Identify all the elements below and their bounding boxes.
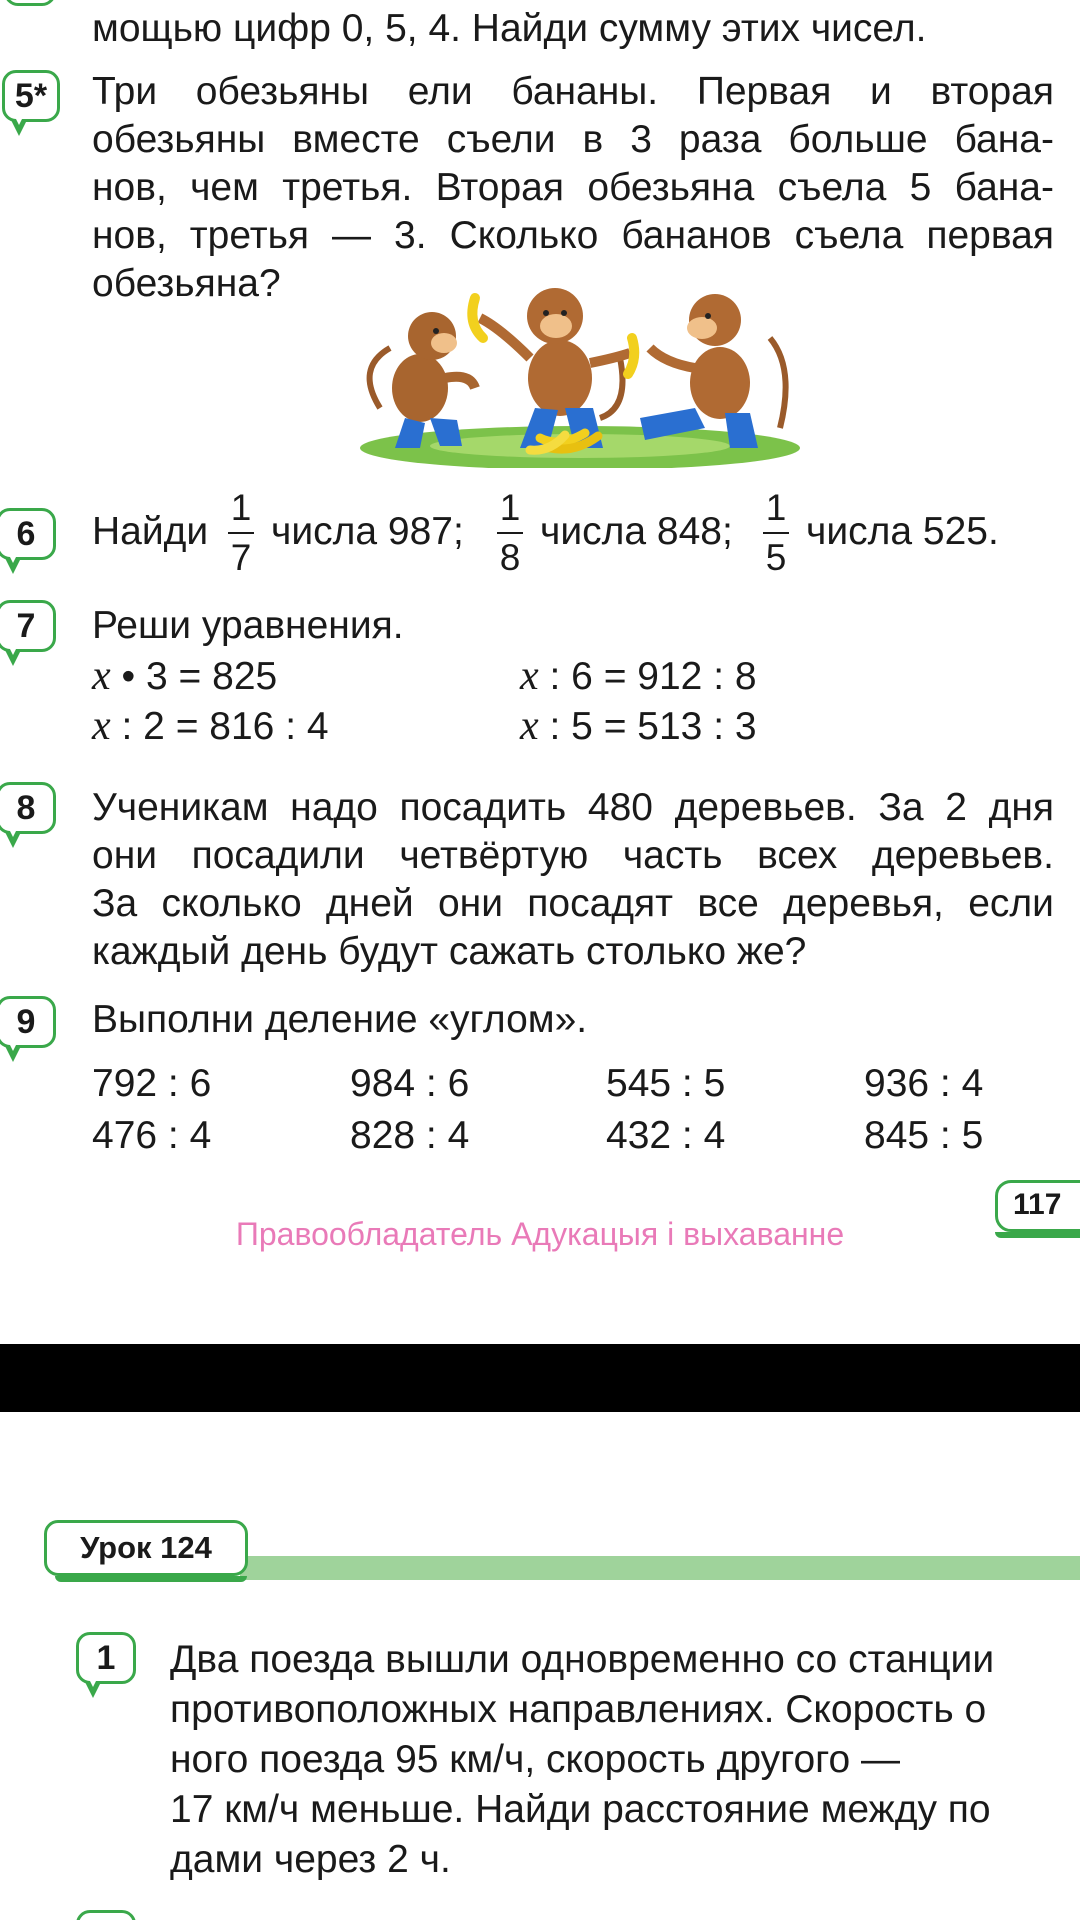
word: бананы.: [511, 70, 659, 113]
task-number: 5*: [14, 77, 48, 115]
word: 5: [909, 166, 932, 209]
division-example: 792 : 6: [92, 1062, 212, 1105]
word: и: [870, 70, 892, 113]
word: обезьяны: [195, 70, 370, 113]
monkey-right: [640, 294, 786, 448]
lesson-task-1-line: противоположных направлениях. Скорость о: [170, 1688, 987, 1731]
task-5-line: [92, 164, 1054, 212]
task-7-title: Реши уравнения.: [92, 604, 404, 647]
fraction-numerator: 1: [230, 487, 252, 528]
word: За: [92, 882, 138, 925]
fraction-1-8: [497, 488, 523, 578]
word: дней: [325, 882, 414, 925]
word: 480: [587, 786, 653, 829]
division-example: 432 : 4: [606, 1114, 726, 1157]
equation-1: [92, 652, 277, 701]
fraction-1-5: [763, 488, 789, 578]
variable-x: x: [92, 703, 111, 749]
task-number: 1: [96, 1639, 116, 1677]
word: —: [332, 214, 372, 257]
lesson-task-1-line: ного поезда 95 км/ч, скорость другого —: [170, 1738, 901, 1781]
word: больше: [788, 118, 928, 161]
fraction-bar: [763, 532, 789, 534]
task-6-badge: [0, 508, 56, 560]
page-gap-band: [0, 1344, 1080, 1412]
word: 2: [945, 786, 967, 829]
word: всех: [757, 834, 838, 877]
word: вторая: [930, 70, 1054, 113]
word: в: [582, 118, 604, 161]
task-5-last-line: обезьяна?: [92, 262, 281, 305]
equation-rest: • 3 = 825: [121, 655, 278, 698]
variable-x: x: [520, 703, 539, 749]
fraction-denominator: 8: [499, 537, 521, 578]
lesson-task-1-line: Два поезда вышли одновременно со станции: [170, 1638, 995, 1681]
division-example: 936 : 4: [864, 1062, 984, 1105]
task-8-last-line: каждый день будут сажать столько же?: [92, 930, 807, 973]
task-6-text-2: числа 848;: [540, 510, 733, 553]
task-8-line: [92, 784, 1054, 832]
task-8-badge: [0, 782, 56, 834]
task-6-text-3: числа 525.: [806, 510, 999, 553]
word: надо: [290, 786, 378, 829]
word: Вторая: [435, 166, 564, 209]
monkey-left: [370, 312, 475, 448]
word: третья.: [282, 166, 413, 209]
monkey-middle: [472, 288, 634, 448]
word: бананов: [621, 214, 772, 257]
task-7-badge: [0, 600, 56, 652]
word: обезьяны: [92, 118, 266, 161]
variable-x: x: [92, 653, 111, 699]
fraction-numerator: 1: [499, 487, 521, 528]
lesson-task-1-badge: [76, 1632, 136, 1684]
task-number: 7: [16, 607, 36, 645]
word: обезьяна: [587, 166, 755, 209]
equation-rest: : 6 = 912 : 8: [549, 655, 757, 698]
equation-2: [520, 652, 757, 701]
fraction-denominator: 7: [230, 537, 252, 578]
word: нов,: [92, 214, 167, 257]
word: посадить: [399, 786, 567, 829]
word: 3: [630, 118, 652, 161]
word: четвёртую: [399, 834, 589, 877]
word: нов,: [92, 166, 167, 209]
task-9-badge: [0, 996, 56, 1048]
word: бана-: [954, 118, 1054, 161]
word: Три: [92, 70, 158, 113]
word: ели: [407, 70, 473, 113]
page-number: 117: [995, 1180, 1080, 1232]
task-5-line: [92, 116, 1054, 164]
fraction-bar: [228, 532, 254, 534]
word: все: [697, 882, 759, 925]
equation-4: [520, 702, 757, 751]
task-5-line: [92, 68, 1054, 116]
word: часть: [622, 834, 723, 877]
word: съели: [446, 118, 556, 161]
word: первая: [926, 214, 1054, 257]
word: они: [92, 834, 158, 877]
lesson-task-1-last-line: дами через 2 ч.: [170, 1838, 451, 1881]
word: сколько: [161, 882, 302, 925]
task-8-line: [92, 880, 1054, 928]
word: они: [437, 882, 503, 925]
word: третья: [189, 214, 310, 257]
lesson-task-1-line: 17 км/ч меньше. Найди расстояние между по: [170, 1788, 991, 1831]
task-6-text-1: числа 987;: [271, 510, 464, 553]
task-number: 9: [16, 1003, 36, 1041]
division-example: 476 : 4: [92, 1114, 212, 1157]
word: съела: [777, 166, 887, 209]
fraction-denominator: 5: [765, 537, 787, 578]
word: Первая: [696, 70, 832, 113]
lesson-title: Урок 124: [44, 1520, 248, 1576]
monkeys-illustration: [350, 268, 810, 468]
word: 3.: [394, 214, 427, 257]
word: посадили: [191, 834, 365, 877]
task-5-badge: [2, 70, 60, 122]
word: если: [968, 882, 1054, 925]
word: За: [878, 786, 924, 829]
lesson-task-2-badge-cut: [76, 1910, 136, 1920]
variable-x: x: [520, 653, 539, 699]
fraction-numerator: 1: [765, 487, 787, 528]
word: посадят: [527, 882, 674, 925]
division-example: 845 : 5: [864, 1114, 984, 1157]
task-number: 8: [16, 789, 36, 827]
equation-rest: : 2 = 816 : 4: [121, 705, 329, 748]
task-8-line: [92, 832, 1054, 880]
task-4-badge-cut: [4, 0, 56, 6]
division-example: 545 : 5: [606, 1062, 726, 1105]
word: бана-: [954, 166, 1054, 209]
word: вместе: [292, 118, 420, 161]
word: деревьев.: [674, 786, 857, 829]
division-example: 984 : 6: [350, 1062, 470, 1105]
word: деревьев.: [871, 834, 1054, 877]
copyright-notice: Правообладатель Адукацыя і выхаванне: [235, 1216, 845, 1252]
word: дня: [988, 786, 1054, 829]
word: чем: [190, 166, 259, 209]
word: Ученикам: [92, 786, 269, 829]
task-9-title: Выполни деление «углом».: [92, 998, 588, 1041]
task-4-text-tail: мощью цифр 0, 5, 4. Найди сумму этих чисел.: [92, 7, 927, 50]
word: раза: [678, 118, 762, 161]
fraction-bar: [497, 532, 523, 534]
equation-rest: : 5 = 513 : 3: [549, 705, 757, 748]
task-number: 6: [16, 515, 36, 553]
equation-3: [92, 702, 329, 751]
task-5-line: [92, 212, 1054, 260]
word: деревья,: [783, 882, 944, 925]
task-6-word: Найди: [92, 510, 209, 553]
division-example: 828 : 4: [350, 1114, 470, 1157]
word: Сколько: [449, 214, 599, 257]
fraction-1-7: [228, 488, 254, 578]
lesson-header-bar: [240, 1556, 1080, 1580]
word: съела: [794, 214, 904, 257]
